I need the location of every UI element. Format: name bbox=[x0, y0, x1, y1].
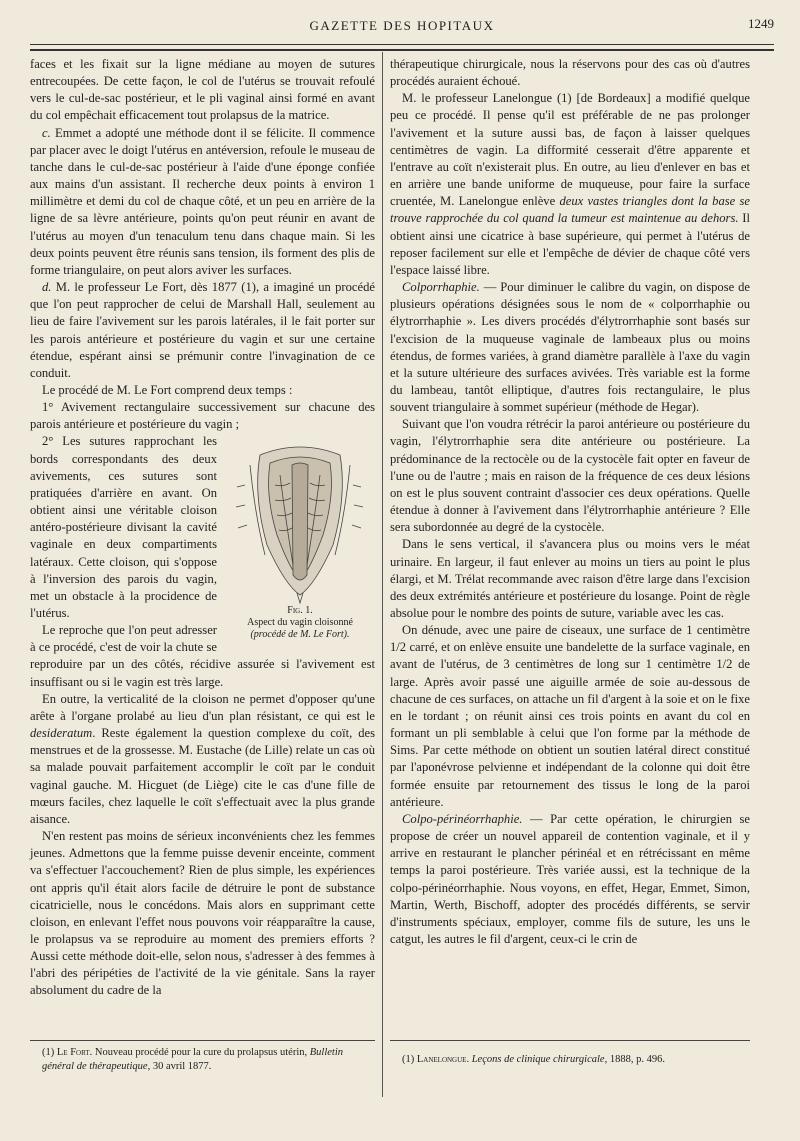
paragraph: Dans le sens vertical, il s'avancera plus ou moins vers le méat urinaire. En largeur, il faut enlever au moins un tiers au point le plus élargi, et M. Trélat recommande avec raison d'être large dans l'excision des deux extrémités antérieure et postérieure du losange. Point de règle absolue pour le nombre des points de suture, variable avec les cas. bbox=[390, 537, 750, 620]
paragraph bbox=[390, 811, 750, 948]
footnote-text: Nouveau procédé pour la cure du prolapsus utérin, bbox=[92, 1047, 310, 1058]
footnote-author: Lanelongue. bbox=[416, 1054, 470, 1065]
paragraph-text: Il obtient ainsi une cicatrice à base supérieure, qui permet à l'utérus de reposer facilement sur elle et l'empêche de dévier de chaque côté vers l'espace laissé libre. bbox=[390, 211, 750, 277]
footnote-author: Le Fort. bbox=[56, 1047, 93, 1058]
header-rule bbox=[30, 44, 774, 45]
paragraph-text: M. le professeur Lanelongue (1) [de Bordeaux] a modifié quelque peu ce procédé. Il pense qu'il est préférable de ne pas prolonger l'avivement et la suture aussi bas, de façon à laisser quelques centimètres de vagin. La difformité cesserait d'être apparente et l'entrave au coït n'existerait plus. En outre, au lieu d'enlever en bas et en arrière une bande uniforme de muqueuse, pour faire la surface cruentée, M. Lanelongue enlève bbox=[390, 91, 750, 209]
page-number: 1249 bbox=[748, 16, 774, 31]
paragraph: Suivant que l'on voudra rétrécir la paroi antérieure ou postérieure du vagin, l'élytrorrhaphie sera dite antérieure ou postérieure. La prédominance de la rectocèle ou de la cystocèle fait opter en faveur de l'une ou de l'autre ; mais en raison de la fréquence de ces deux lésions on est le plus souvent contraint d'associer ces deux opérations. Quelle étendue à donner à l'avivement dans l'élytrorrhaphie antérieure ? Elle sera subordonnée au degré de la cystocèle. bbox=[390, 417, 750, 535]
figure-label: Fig. 1. bbox=[287, 605, 313, 617]
paragraph: thérapeutique chirurgicale, nous la réservons pour des cas où d'autres procédés auraient échoué. bbox=[390, 57, 750, 89]
paragraph-text: — Pour diminuer le calibre du vagin, on dispose de plusieurs opérations désignées sous le nom de « colporrhaphie ou élytrorrhaphie ». Les divers procédés d'élytrorrhaphie sont basés sur l'excision de la muqueuse vaginale de lambeaux plus ou moins étendus, de formes variées, à grand diamètre parallèle à l'axe du vagin et la suture ultérieure des surfaces avivées. Très variable est la forme du lambeau, tantôt elliptique, d'autres fois rectangulaire, le plus souvent triangulaire à sommet supérieur (méthode de Hegar). bbox=[390, 280, 750, 415]
figure-caption bbox=[225, 617, 375, 641]
paragraph bbox=[30, 691, 375, 828]
footnote-title: Leçons de clinique chirurgicale bbox=[469, 1054, 605, 1065]
footnote-number: (1) bbox=[42, 1047, 55, 1058]
footnote-number: (1) bbox=[402, 1054, 415, 1065]
footnote-date: , 30 avril 1877. bbox=[147, 1061, 212, 1072]
list-marker: d. bbox=[42, 280, 52, 295]
caption-text: Aspect du vagin cloisonné bbox=[247, 617, 353, 629]
footnote-left bbox=[42, 1046, 372, 1074]
column-divider bbox=[382, 52, 383, 1097]
journal-title: GAZETTE DES HOPITAUX bbox=[309, 18, 495, 33]
paragraph bbox=[390, 279, 750, 416]
paragraph-text: . Reste également la question complexe du coït, des menstrues et de la grossesse. M. Eustache (de Lille) relate un cas où sa malade pouvait parfaitement accomplir le coït par le conduit vaginal gauche. M. Hicguet (de Liège) cite le cas d'une fille de mœurs faciles, chez laquelle le coït s'effectuait avec la plus grande aisance. bbox=[30, 726, 375, 826]
paragraph: Le reproche que l'on peut adresser à ce procédé, c'est de voir la chute se reproduire par un des côtés, récidive assurée si l'avivement est insuffisant ou si le vagin est très large. bbox=[30, 623, 375, 689]
section-title: Colporrhaphie. bbox=[402, 280, 480, 295]
paragraph bbox=[30, 279, 375, 382]
left-column bbox=[30, 56, 375, 1000]
section-title: Colpo-périnéorrhaphie. bbox=[402, 811, 523, 826]
emphasis: deux vastes triangles dont la base se trouve rapprochée du col quand la tumeur est maintenue au dehors. bbox=[390, 194, 750, 226]
list-marker: c. bbox=[42, 125, 51, 140]
footnote-right bbox=[402, 1053, 747, 1067]
paragraph: 2° Les sutures rapprochant les bords correspondants des deux avivements, ces sutures sont pratiquées d'arrière en avant. On obtient ainsi une véritable cloison antéro-postérieure divisant la cavité vaginale en deux compartiments latéraux. Cette cloison, qui s'oppose à l'inversion des parois du vagin, met un obstacle à la procidence de l'utérus. bbox=[30, 434, 217, 620]
figure-1 bbox=[225, 435, 375, 641]
vagina-septum-illustration bbox=[235, 435, 365, 605]
right-column bbox=[390, 56, 750, 948]
paragraph-text: Emmet a adopté une méthode dont il se félicite. Il commence par placer avec le doigt l'utérus en antéversion, refoule le museau de tanche dans le cul-de-sac postérieur à l'aide d'une éponge confiée aux mains d'un assistant. Il recherche deux points à environ 1 millimètre et demi du col de chaque côté, et un peu en arrière de la ligne de sa lèvre antérieure, points qu'on peut réunir en avant de l'utérus au moyen d'un tenaculum tenu dans chaque main. Si les deux points peuvent être réunis sans tension, ils forment des plis de forme triangulaire, on peut alors aviver les surfaces. bbox=[30, 125, 375, 277]
paragraph: On dénude, avec une paire de ciseaux, une surface de 1 centimètre 1/2 carré, et on enlève ensuite une bandelette de la surface vaginale, en avant de l'utérus, de 3 centimètres de long sur 1 centimètre 1/2 de large. Après avoir passé une aiguille armée de soie au-dessous de chacune de ces surfaces, on attache un fil d'argent à la soie et on le fixe en le tordant ; on réunit ainsi ces trois points en avant du col en formant un pli semblable à celui que l'on forme par la méthode de Sims. Par cette méthode on obtient un soutien latéral direct constitué par l'aponévrose pelvienne et indépendant de la colonne qui doit être formée ensuite par retournement des tissus le long de la paroi antérieure. bbox=[390, 623, 750, 809]
header-double-rule bbox=[30, 49, 774, 51]
footnote-rule bbox=[390, 1040, 750, 1041]
paragraph: faces et les fixait sur la ligne médiane au moyen de sutures entrecoupées. De cette façon, le col de l'utérus se trouvait refoulé vers le cul-de-sac postérieur, et le pli vaginal ainsi formé en avant du col empêchait efficacement tout prolapsus de la matrice. bbox=[30, 57, 375, 123]
footnote-date: , 1888, p. 496. bbox=[604, 1054, 665, 1065]
paragraph-text: En outre, la verticalité de la cloison ne permet d'opposer qu'une arête à l'organe prolabé au lieu d'un plan résistant, ce qui est le bbox=[30, 691, 375, 723]
footnote-journal: Bulletin général de thérapeutique bbox=[42, 1047, 343, 1072]
footnote-rule bbox=[30, 1040, 375, 1041]
paragraph: 1° Avivement rectangulaire successivement sur chacune des parois antérieure et postérieure du vagin ; bbox=[30, 400, 375, 432]
paragraph-text: M. le professeur Le Fort, dès 1877 (1), a imaginé un procédé que l'on peut rapprocher de celui de Marshall Hall, seulement au lieu de faire l'avivement sur les parois latérales, il le fait porter sur les parois antérieure et postérieure du vagin et sur une certaine étendue, espérant ainsi se prémunir contre l'invagination de ce conduit. bbox=[30, 280, 375, 380]
paragraph: Le procédé de M. Le Fort comprend deux temps : bbox=[42, 382, 293, 397]
paragraph: N'en restent pas moins de sérieux inconvénients chez les femmes jeunes. Admettons que la femme puisse devenir enceinte, comment va s'effectuer l'accouchement? Rien de plus simple, les expériences ont appris qu'il était alors facile de détruire le pont de substance cicatricielle, nous le concédons. Mais alors en supprimant cette cloison, en enlevant l'effet nous pouvons voir réapparaître la cause, le prolapsus va se reproduire au moment des premiers efforts ? Aussi cette méthode doit-elle, selon nous, s'adresser à des femmes à l'abri des péripéties de l'activité de la vie génitale. Sans la rayer absolument du cadre de la bbox=[30, 829, 375, 998]
paragraph bbox=[390, 90, 750, 279]
page-header bbox=[30, 16, 774, 40]
emphasis: desideratum bbox=[30, 726, 93, 741]
paragraph-text: — Par cette opération, le chirurgien se propose de créer un nouvel appareil de contention vaginale, et il y arrive en restaurant le plancher périnéal et en rétrécissant en même temps la paroi postérieure. Très variée aussi, est la technique de la colpo-périnéorrhaphie. Nous voyons, en effet, Hegar, Emmet, Simon, Martin, Werth, Bischoff, adopter des procédés différents, se servir d'instruments spéciaux, employer, comme fils de suture, les uns le catgut, les autres le fil d'argent, ceux-ci le crin de bbox=[390, 811, 750, 946]
paragraph bbox=[30, 125, 375, 279]
caption-source: (procédé de M. Le Fort). bbox=[250, 629, 350, 641]
